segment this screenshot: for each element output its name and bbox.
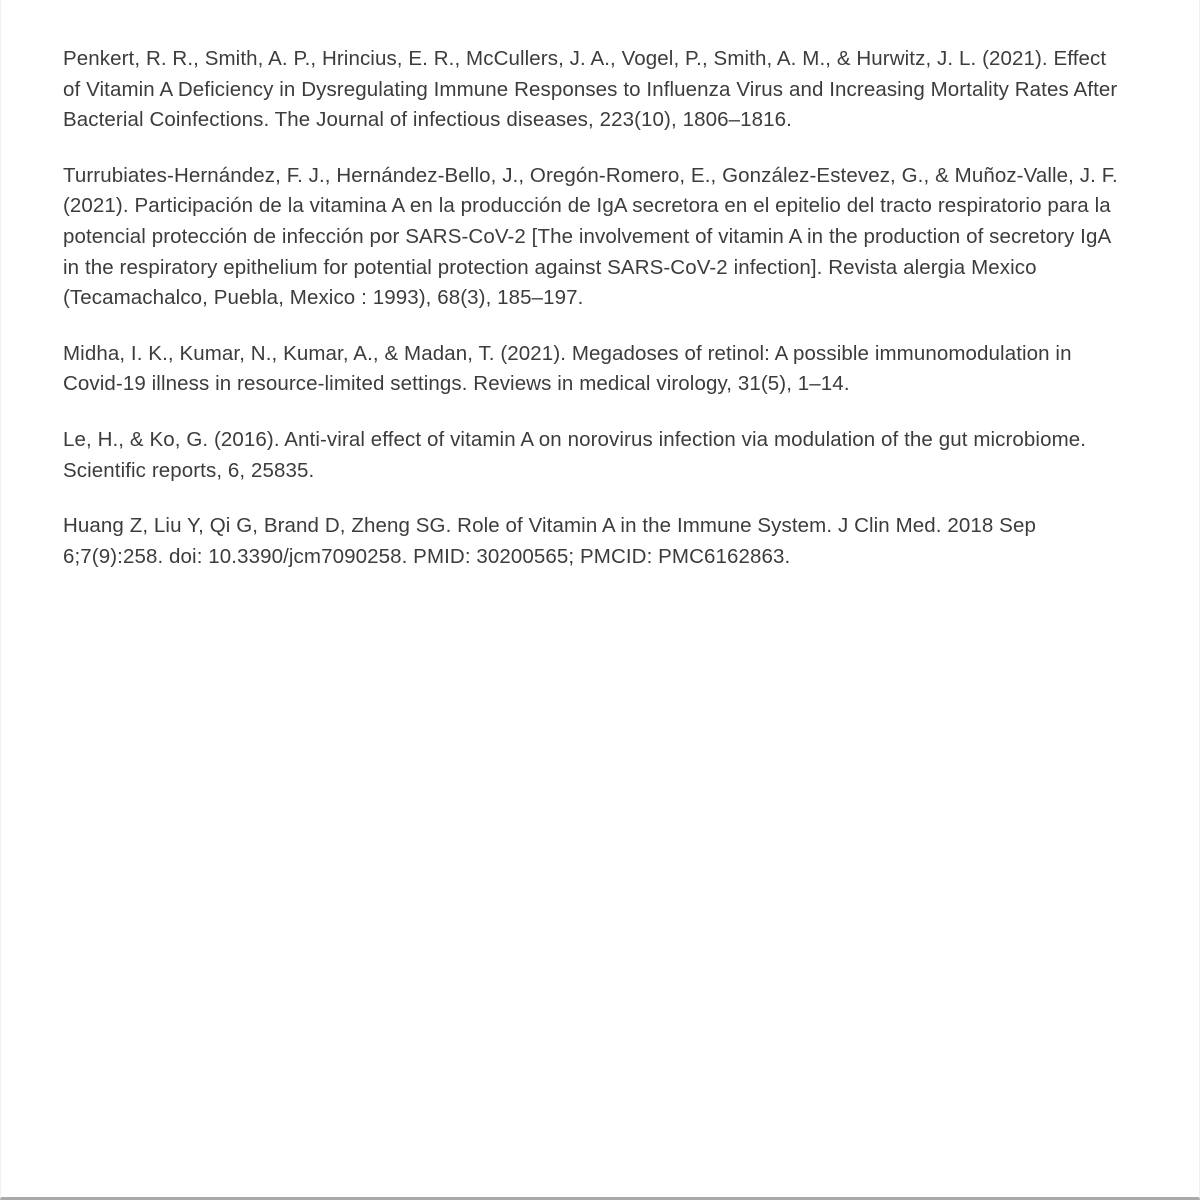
reference-citation-penkert-2021: Penkert, R. R., Smith, A. P., Hrincius, E. R., McCullers, J. A., Vogel, P., Smith, A. M., & Hurwitz, J. L. (2021). Effect of Vitamin A Deficiency in Dysregulating Immune Responses to Influenza Virus and Increasing Mortality Rates After Bacterial Coinfections. The Journal of infectious diseases, 223(10), 1806–1816. bbox=[63, 47, 1118, 132]
reference-citation-le-2016: Le, H., & Ko, G. (2016). Anti-viral effect of vitamin A on norovirus infection via modulation of the gut microbiome. Scientific reports, 6, 25835. bbox=[63, 427, 1087, 482]
reference-citation-midha-2021: Midha, I. K., Kumar, N., Kumar, A., & Madan, T. (2021). Megadoses of retinol: A possible immunomodulation in Covid-19 illness in resource-limited settings. Reviews in medical virology, 31(5), 1–14. bbox=[63, 341, 1072, 396]
reference-citation-huang-2018: Huang Z, Liu Y, Qi G, Brand D, Zheng SG. Role of Vitamin A in the Immune System. J Clin Med. 2018 Sep 6;7(9):258. doi: 10.3390/jcm7090258. PMID: 30200565; PMCID: PMC6162863. bbox=[63, 514, 1036, 568]
references-list bbox=[1, 0, 1199, 572]
reference-citation-turrubiates-2021: Turrubiates-Hernández, F. J., Hernández-Bello, J., Oregón-Romero, E., González-Estevez, G., & Muñoz-Valle, J. F. (2021). Participación de la vitamina A en la producción de IgA secretora en el epitelio del tracto respiratorio para la potencial protección de infección por SARS-CoV-2 [The involvement of vitamin A in the production of secretory IgA in the respiratory epithelium for potential protection against SARS-CoV-2 infection]. Revista alergia Mexico (Tecamachalco, Puebla, Mexico : 1993), 68(3), 185–197. bbox=[63, 163, 1118, 310]
